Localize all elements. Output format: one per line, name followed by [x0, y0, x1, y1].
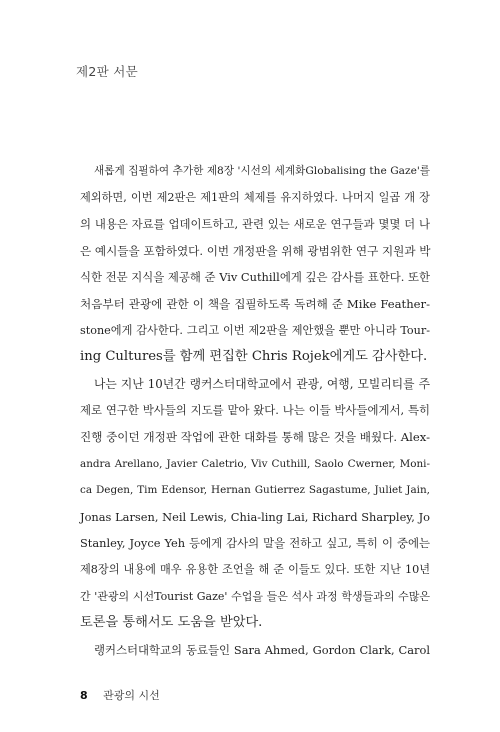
text-line: 은 예시들을 포함하였다. 이번 개정판을 위해 광범위한 연구 지원과 박 — [80, 243, 431, 258]
page-footer — [80, 687, 160, 703]
text-line: 처음부터 관광에 관한 이 책을 집필하도록 독려해 준 Mike Feather- — [80, 296, 430, 311]
body-text — [80, 158, 430, 663]
text-line: 토론을 통해서도 도움을 받았다. — [80, 615, 263, 631]
text-line: 제외하면, 이번 제2판은 제1판의 체제를 유지하였다. 나머지 일곱 개 장 — [80, 190, 430, 204]
text-line: 간 '관광의 시선Tourist Gaze' 수업을 들은 석사 과정 학생들과의 수많은 — [80, 589, 430, 603]
text-line: 의 내용은 자료를 업데이트하고, 관련 있는 새로운 연구들과 몇몇 더 나 — [80, 217, 430, 232]
text-line: 랭커스터대학교의 동료들인 Sara Ahmed, Gordon Clark, Carol — [94, 642, 430, 657]
text-line: 새롭게 집필하여 추가한 제8장 '시선의 세계화Globalising the Gaze'를 — [94, 165, 430, 177]
text-line: 식한 전문 지식을 제공해 준 Viv Cuthill에게 깊은 감사를 표한다. 또한 — [80, 270, 430, 285]
text-line: Jonas Larsen, Neil Lewis, Chia-ling Lai, Richard Sharpley, Jo — [80, 509, 430, 524]
text-line: Stanley, Joyce Yeh 등에게 감사의 말을 전하고 싶고, 특히 이 중에는 — [80, 536, 430, 551]
text-line: 나는 지난 10년간 랭커스터대학교에서 관광, 여행, 모빌리티를 주 — [94, 376, 430, 391]
text-line: ing Cultures를 함께 편집한 Chris Rojek에게도 감사한다. — [80, 349, 428, 365]
section-title: 제2판 서문 — [76, 64, 139, 79]
text-line: stone에게 감사한다. 그리고 이번 제2판을 제안했을 뿐만 아니라 Tour- — [80, 323, 430, 337]
text-line: ca Degen, Tim Edensor, Hernan Gutierrez Sagastume, Juliet Jain, — [80, 484, 430, 497]
page-number: 8 — [80, 689, 88, 702]
text-line: 진행 중이던 개정판 작업에 관한 대화를 통해 많은 것을 배웠다. Alex- — [80, 429, 430, 444]
text-line: 제8장의 내용에 매우 유용한 조언을 해 준 이들도 있다. 또한 지난 10년 — [80, 562, 430, 576]
running-title: 관광의 시선 — [103, 689, 160, 702]
text-line: 제로 연구한 박사들의 지도를 맡아 왔다. 나는 이들 박사들에게서, 특히 — [80, 403, 430, 418]
text-line: andra Arellano, Javier Caletrio, Viv Cuthill, Saolo Cwerner, Moni- — [80, 457, 430, 470]
